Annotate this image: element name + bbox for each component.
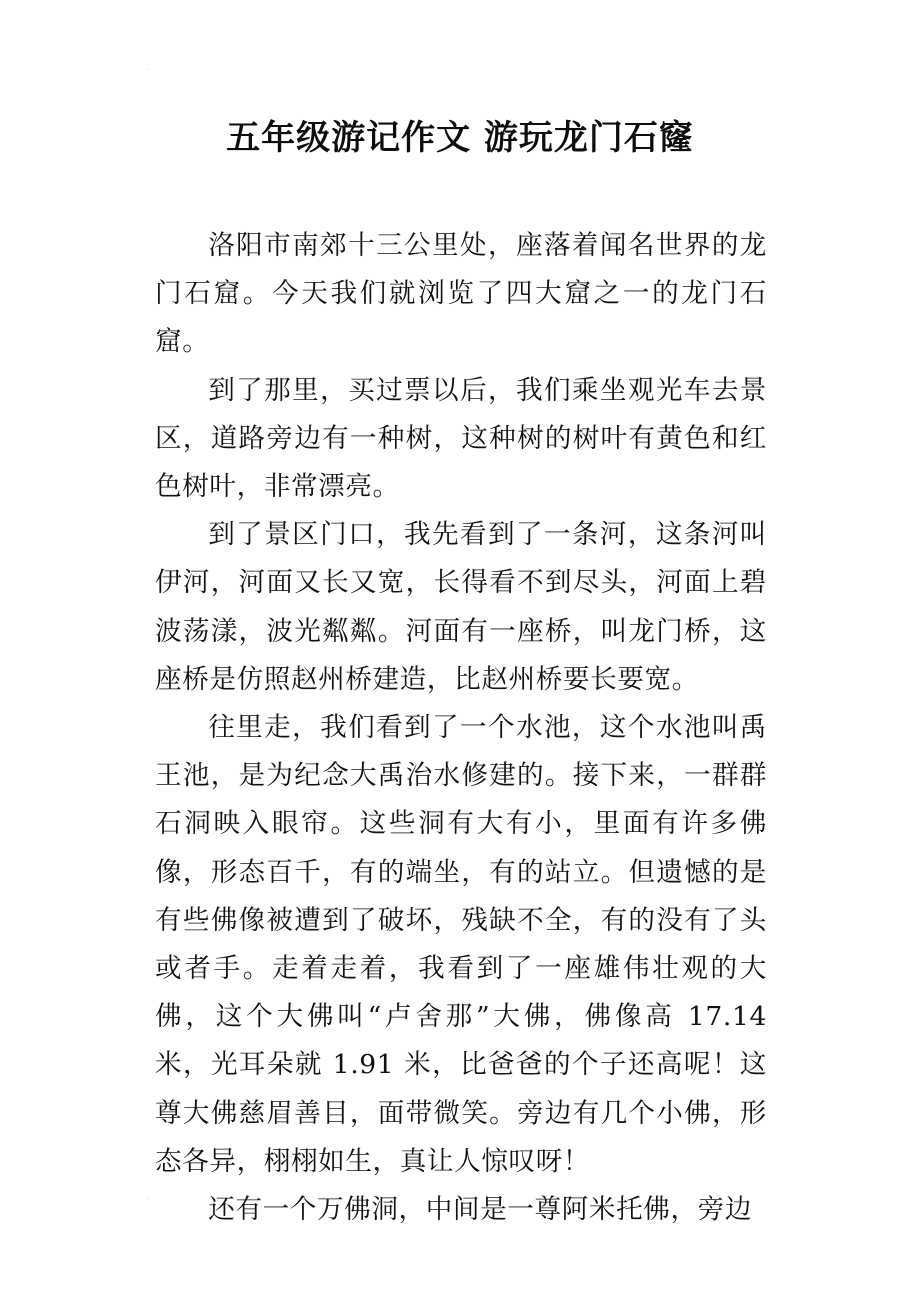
corner-mark-top: ⸱	[148, 65, 151, 74]
paragraph-1: 洛阳市南郊十三公里处，座落着闻名世界的龙门石窟。今天我们就浏览了四大窟之一的龙门石窟。	[155, 230, 767, 358]
corner-mark-bottom: ⸱	[146, 1195, 149, 1204]
document-body	[155, 222, 767, 1234]
document-title: 五年级游记作文 游玩龙门石窿	[226, 118, 694, 158]
paragraph-2: 到了那里，买过票以后，我们乘坐观光车去景区，道路旁边有一种树，这种树的树叶有黄色和红色树叶，非常漂亮。	[155, 374, 767, 503]
paragraph-4: 往里走，我们看到了一个水池，这个水池叫禹王池，是为纪念大禹治水修建的。接下来，一群群石洞映入眼帘。这些洞有大有小，里面有许多佛像，形态百千，有的端坐，有的站立。但遗憾的是有些佛像被遭到了破坏，残缺不全，有的没有了头或者手。走着走着，我看到了一座雄伟壮观的大佛，这个大佛叫“卢舍那”大佛，佛像高 17.14 米，光耳朵就 1.91 米，比爸爸的个子还高呢！这尊大佛慈眉善目，面带微笑。旁边有几个小佛，形态各异，栩栩如生，真让人惊叹呀！	[155, 712, 767, 1177]
paragraph-5: 还有一个万佛洞，中间是一尊阿米托佛，旁边	[208, 1194, 753, 1226]
paragraph-3: 到了景区门口，我先看到了一条河，这条河叫伊河，河面又长又宽，长得看不到尽头，河面上碧波荡漾，波光粼粼。河面有一座桥，叫龙门桥，这座桥是仿照赵州桥建造，比赵州桥要长要宽。	[155, 519, 767, 695]
